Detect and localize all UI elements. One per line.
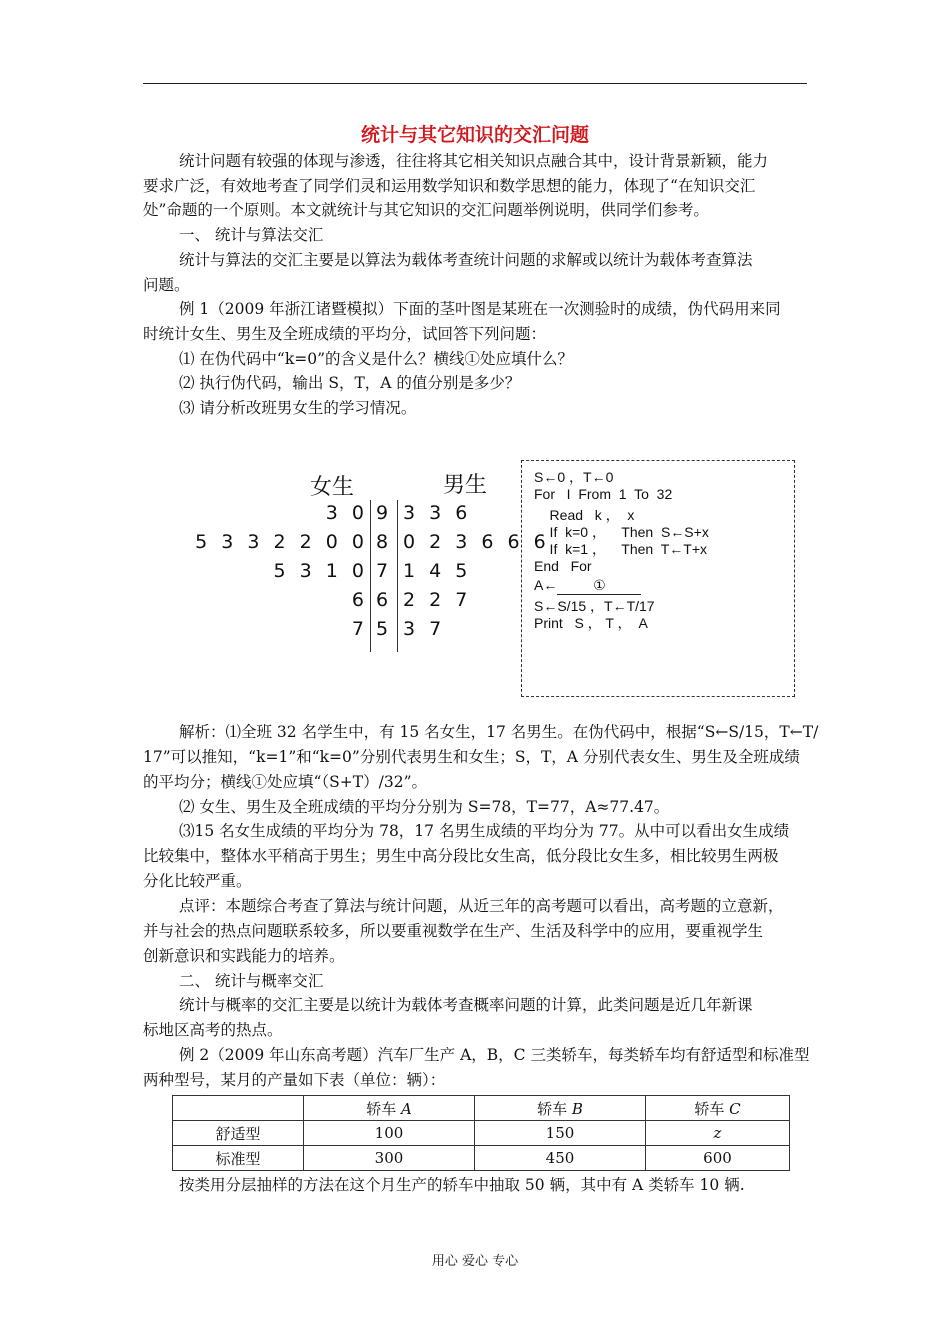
stem-leaf-left: 6	[351, 589, 368, 611]
text-line: 并与社会的热点问题联系较多，所以要重视数学在生产、生活及科学中的应用，要重视学生	[143, 921, 764, 940]
table-cell: 600	[646, 1146, 790, 1171]
stem-leaf-right: 3 3 6	[403, 502, 472, 524]
stem-divider-right	[397, 500, 398, 652]
production-table	[172, 1095, 790, 1171]
pseudocode-line	[534, 507, 634, 524]
pseudocode-line	[534, 615, 648, 632]
text-line: 17”可以推知，“k=1”和“k=0”分别代表男生和女生；S，T，A 分别代表女生、男生及全班成绩	[143, 747, 800, 766]
text-line: ⑶ 请分析改班男女生的学习情况。	[179, 399, 417, 417]
text-line: 统计与算法的交汇主要是以算法为载体考查统计问题的求解或以统计为载体考查算法	[179, 250, 753, 269]
pseudocode-text: S←0 ，T←0	[534, 469, 614, 485]
table-header-cell	[173, 1096, 304, 1121]
text-line: 标地区高考的热点。	[143, 1021, 283, 1040]
pseudocode-line	[534, 541, 707, 558]
text-line: 时统计女生、男生及全班成绩的平均分，试回答下列问题：	[143, 324, 547, 343]
stem-leaf-left: 5 3 1 0	[273, 560, 368, 582]
page-footer: 用心 爱心 专心	[431, 1254, 519, 1269]
text-line: 创新意识和实践能力的培养。	[143, 946, 345, 965]
text-line: ⑵ 女生、男生及全班成绩的平均分分别为 S=78，T=77，A≈77.47。	[179, 797, 670, 816]
table-cell: 450	[475, 1146, 646, 1171]
pseudocode-text: S←S/15 ，T←T/17	[534, 598, 655, 614]
table-cell: 300	[304, 1146, 475, 1171]
text-line: 问题。	[143, 275, 190, 294]
pseudocode-text: Read k ， x	[534, 507, 635, 523]
text-line: 分化比较严重。	[143, 872, 252, 891]
stem-leaf-right: 3 7	[403, 618, 446, 640]
pseudocode-blank: ①	[557, 577, 641, 595]
table-row	[173, 1146, 790, 1171]
text-line: ⑶15 名女生成绩的平均分为 78，17 名男生成绩的平均分为 77。从中可以看出女生成绩	[179, 822, 790, 841]
pseudocode-text: For I From 1 To 32	[534, 486, 673, 502]
header-rule	[143, 83, 807, 84]
text-line: ⑵ 执行伪代码，输出 S，T，A 的值分别是多少？	[179, 374, 521, 393]
text-line: 处”命题的一个原则。本文就统计与其它知识的交汇问题举例说明，供同学们参考。	[143, 201, 709, 220]
text-line: 两种型号，某月的产量如下表（单位：辆）：	[143, 1070, 446, 1089]
text-line: 点评：本题综合考查了算法与统计问题，从近三年的高考题可以看出，高考题的立意新，	[179, 896, 784, 915]
table-header-cell: 轿车 C	[646, 1096, 790, 1121]
pseudocode-line	[534, 469, 613, 486]
stem-leaf-stem: 5	[376, 618, 393, 640]
text-line: 比较集中，整体水平稍高于男生；男生中高分段比女生高，低分段比女生多，相比较男生两极	[143, 847, 779, 866]
stem-leaf-stem: 7	[376, 560, 393, 582]
stem-leaf-plot	[195, 465, 550, 650]
stem-leaf-right: 1 4 5	[403, 560, 472, 582]
after-table-text: 按类用分层抽样的方法在这个月生产的轿车中抽取 50 辆，其中有 A 类轿车 10 辆.	[179, 1176, 745, 1194]
stem-leaf-left: 3 0	[325, 502, 368, 524]
pseudocode-text: End For	[534, 558, 592, 574]
table-cell: 标准型	[173, 1146, 304, 1171]
text-line: 一、 统计与算法交汇	[179, 226, 324, 245]
table-header-cell: 轿车 A	[304, 1096, 475, 1121]
table-header-cell: 轿车 B	[475, 1096, 646, 1121]
table-cell: 150	[475, 1121, 646, 1146]
pseudocode-line	[534, 524, 709, 541]
stem-leaf-stem: 8	[376, 531, 393, 553]
page-title: 统计与其它知识的交汇问题	[360, 124, 589, 146]
text-line: ⑴ 在伪代码中“k=0”的含义是什么？横线①处应填什么？	[179, 349, 574, 368]
table-cell: 舒适型	[173, 1121, 304, 1146]
text-line: 解析：⑴全班 32 名学生中，有 15 名女生，17 名男生。在伪代码中，根据“S←S/15，T←T/	[179, 723, 819, 741]
pseudocode-line	[534, 486, 672, 503]
stem-leaf-right: 2 2 7	[403, 589, 472, 611]
text-line: 二、 统计与概率交汇	[179, 971, 324, 990]
pseudocode-line	[534, 558, 592, 575]
stem-left-header: 女生	[310, 475, 355, 500]
text-line: 统计问题有较强的体现与渗透，往往将其它相关知识点融合其中，设计背景新颖，能力	[179, 152, 769, 170]
table-header-row	[173, 1096, 790, 1121]
stem-leaf-right: 0 2 3 6 6 6	[403, 531, 550, 553]
pseudocode-line	[534, 577, 641, 595]
stem-divider-left	[370, 500, 371, 652]
stem-leaf-stem: 9	[376, 502, 393, 524]
pseudocode-text: A←	[534, 577, 558, 593]
pseudocode-text: Print S ， T ， A	[534, 615, 648, 631]
table-cell: 100	[304, 1121, 475, 1146]
text-line: 要求广泛，有效地考查了同学们灵和运用数学知识和数学思想的能力，体现了“在知识交汇	[143, 176, 756, 195]
text-line: 统计与概率的交汇主要是以统计为载体考查概率问题的计算，此类问题是近几年新课	[179, 996, 753, 1015]
stem-leaf-left: 5 3 3 2 2 0 0	[195, 531, 368, 553]
stem-right-header: 男生	[443, 473, 488, 498]
pseudocode-line	[534, 598, 655, 615]
text-line: 的平均分；横线①处应填“（S+T）/32”。	[143, 772, 427, 791]
table-cell: z	[646, 1121, 790, 1146]
pseudocode-text: If k=1 ， Then T←T+x	[534, 541, 707, 557]
text-line: 例 1（2009 年浙江诸暨模拟）下面的茎叶图是某班在一次测验时的成绩，伪代码用来同	[179, 300, 781, 319]
table-row	[173, 1121, 790, 1146]
pseudocode-box	[521, 460, 795, 697]
pseudocode-text: If k=0 ， Then S←S+x	[534, 524, 709, 540]
stem-leaf-stem: 6	[376, 589, 393, 611]
stem-leaf-left: 7	[351, 618, 368, 640]
text-line: 例 2（2009 年山东高考题）汽车厂生产 A，B，C 三类轿车，每类轿车均有舒适型和标准型	[179, 1046, 810, 1065]
